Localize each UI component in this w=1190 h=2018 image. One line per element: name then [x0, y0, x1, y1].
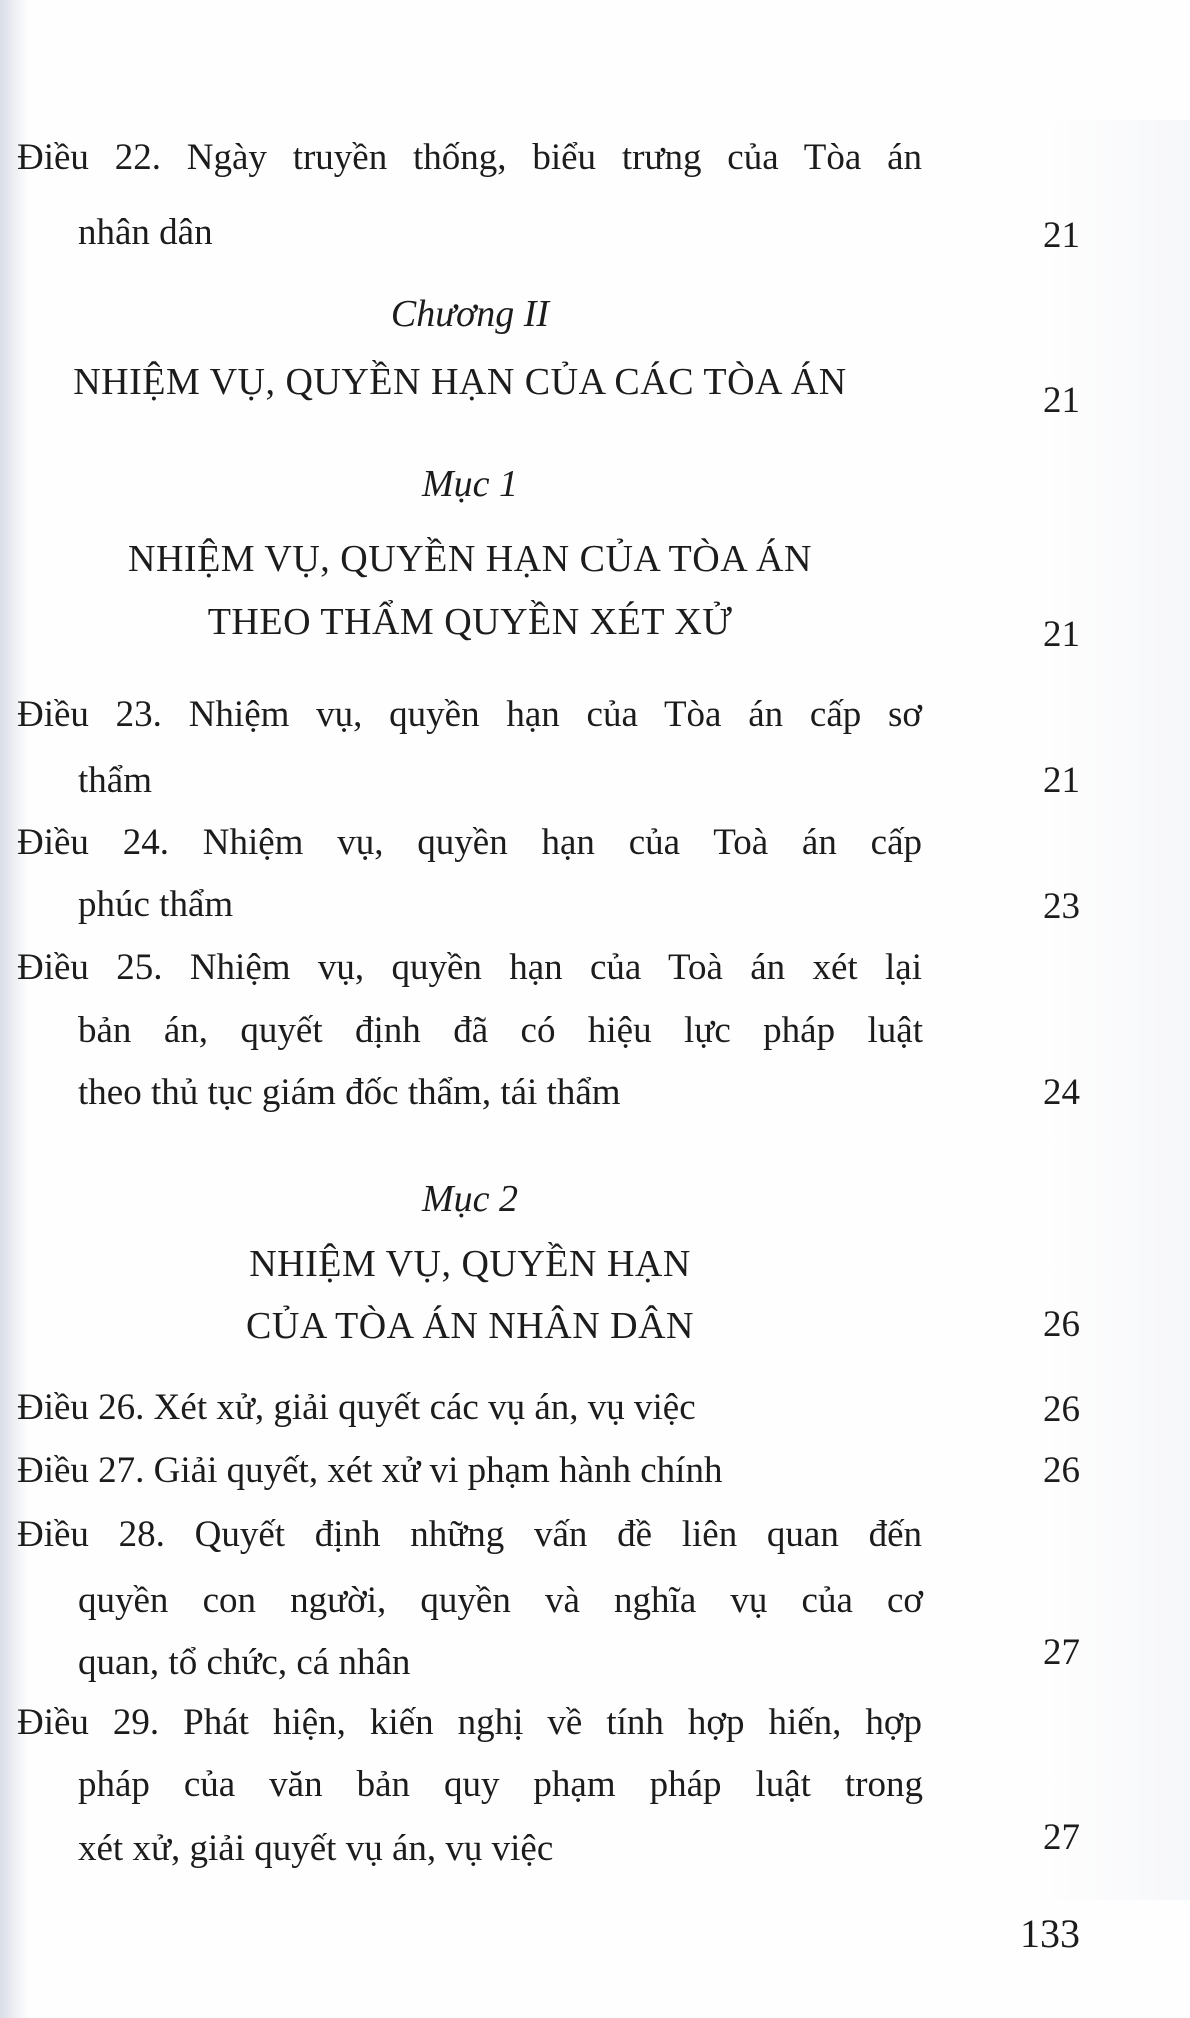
- toc-page-number: 26: [1043, 1304, 1080, 1345]
- section-label: Mục 1: [421, 463, 519, 505]
- page-number: 133: [1020, 1911, 1080, 1956]
- toc-entry-text: Điều 22. Ngày truyền thống, biểu trưng của Tòa án: [17, 137, 922, 178]
- toc-entry-text: nhân dân: [78, 212, 213, 253]
- toc-entry-text: quyền con người, quyền và nghĩa vụ của cơ: [78, 1580, 923, 1621]
- toc-entry-text: quan, tổ chức, cá nhân: [78, 1642, 411, 1683]
- section-title: THEO THẨM QUYỀN XÉT XỬ: [207, 601, 733, 643]
- toc-entry-text: bản án, quyết định đã có hiệu lực pháp luật: [78, 1010, 923, 1051]
- toc-entry-text: Điều 24. Nhiệm vụ, quyền hạn của Toà án cấp: [17, 822, 922, 863]
- toc-page-number: 21: [1043, 215, 1080, 256]
- toc-entry-text: thẩm: [78, 760, 152, 801]
- section-title: NHIỆM VỤ, QUYỀN HẠN: [249, 1243, 691, 1285]
- toc-entry-text: phúc thẩm: [78, 884, 234, 925]
- toc-entry-text: xét xử, giải quyết vụ án, vụ việc: [78, 1828, 554, 1869]
- section-title: NHIỆM VỤ, QUYỀN HẠN CỦA TÒA ÁN: [128, 538, 812, 580]
- toc-page-number: 26: [1043, 1389, 1080, 1430]
- toc-entry-text: Điều 28. Quyết định những vấn đề liên quan đến: [17, 1514, 922, 1555]
- toc-page-number: 27: [1043, 1632, 1080, 1673]
- toc-entry-text: Điều 27. Giải quyết, xét xử vi phạm hành chính: [17, 1450, 723, 1491]
- toc-entry-text: Điều 25. Nhiệm vụ, quyền hạn của Toà án xét lại: [17, 947, 922, 988]
- toc-page-number: 24: [1043, 1072, 1080, 1113]
- toc-page-number: 21: [1043, 760, 1080, 801]
- toc-page-number: 21: [1043, 614, 1080, 655]
- section-title: CỦA TÒA ÁN NHÂN DÂN: [246, 1305, 694, 1347]
- toc-entry-text: Điều 26. Xét xử, giải quyết các vụ án, vụ việc: [17, 1387, 696, 1428]
- toc-page-number: 23: [1043, 886, 1080, 927]
- toc-entry-text: theo thủ tục giám đốc thẩm, tái thẩm: [78, 1072, 621, 1113]
- toc-page-number: 21: [1043, 380, 1080, 421]
- toc-entry-text: Điều 23. Nhiệm vụ, quyền hạn của Tòa án cấp sơ: [17, 694, 922, 735]
- toc-page-number: 26: [1043, 1450, 1080, 1491]
- chapter-title: NHIỆM VỤ, QUYỀN HẠN CỦA CÁC TÒA ÁN: [73, 361, 847, 403]
- toc-entry-text: Điều 29. Phát hiện, kiến nghị về tính hợp hiến, hợp: [17, 1702, 922, 1743]
- toc-page-number: 27: [1043, 1817, 1080, 1858]
- chapter-label: Chương II: [390, 293, 550, 335]
- section-label: Mục 2: [421, 1178, 519, 1220]
- toc-entry-text: pháp của văn bản quy phạm pháp luật trong: [78, 1764, 923, 1805]
